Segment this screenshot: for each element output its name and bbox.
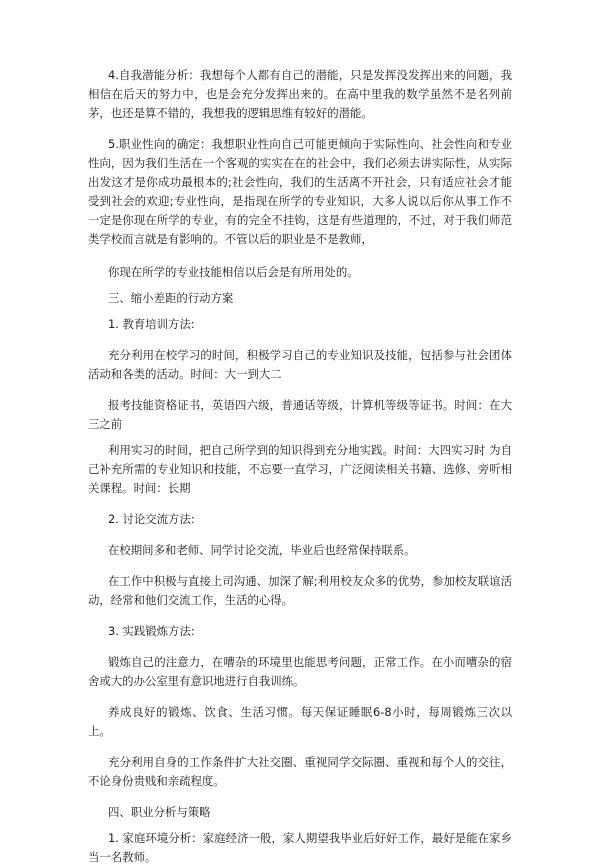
- paragraph-certificates: 报考技能资格证书，英语四六级，普通话等级，计算机等级等证书。时间：在大三之前: [88, 398, 512, 431]
- heading-career-analysis: 四、职业分析与策略: [108, 805, 211, 819]
- paragraph-career-orientation: 5.职业性向的确定：我想职业性向自己可能更倾向于实际性向、社会性向和专业性向，因为我们生活在一个客观的实实在在的社会中，我们必须去讲实际性，从实际出发这才是你成功最根本的;社会性向，我们的生活离不开社会，只有适应社会才能受到社会的欢迎;专业性向，是指现在所学的专业知识，大多人说以后你从事工作不一定是你现在所学的专业，有的完全不挂钩，这是有些道理的，不过，对于我们师范类学校而言就是有影响的。不管以后的职业是不是教师，: [88, 137, 512, 246]
- paragraph-work-communication: 在工作中积极与直接上司沟通、加深了解;利用校友众多的优势，参加校友联谊活动，经常和他们交流工作，生活的心得。: [88, 574, 512, 607]
- heading-action-plan: 三、缩小差距的行动方案: [108, 291, 234, 305]
- paragraph-campus-study: 充分利用在校学习的时间，积极学习自己的专业知识及技能，包括参与社会团体活动和各类的活动。时间：大一到大二: [88, 348, 512, 381]
- paragraph-skills-useful: 你现在所学的专业技能相信以后会是有所用处的。: [108, 265, 359, 279]
- paragraph-habits: 养成良好的锻炼、饮食、生活习惯。每天保证睡眠6-8小时，每周锻炼三次以上。: [88, 705, 512, 738]
- paragraph-campus-discussion: 在校期间多和老师、同学讨论交流，毕业后也经常保持联系。: [108, 543, 416, 557]
- paragraph-internship: 利用实习的时间，把自己所学到的知识得到充分地实践。时间：大四实习时 为自己补充所需的专业知识和技能，不忘要一直学习，广泛阅读相关书籍、选修、旁听相关课程。时间：长期: [88, 443, 512, 495]
- heading-practice: 3. 实践锻炼方法:: [108, 624, 195, 638]
- paragraph-attention-training: 锻炼自己的注意力，在嘈杂的环境里也能思考问题，正常工作。在小而嘈杂的宿舍或大的办公室里有意识地进行自我训练。: [88, 655, 512, 688]
- paragraph-self-potential: 4.自我潜能分析：我想每个人都有自己的潜能，只是发挥没发挥出来的问题，我相信在后天的努力中，也是会充分发挥出来的。在高中里我的数学虽然不是名列前茅，也还是算不错的，我想我的逻辑思维有较好的潜能。: [88, 68, 512, 120]
- paragraph-family-analysis: 1. 家庭环境分析：家庭经济一般，家人期望我毕业后好好工作，最好是能在家乡当一名教师。: [88, 831, 512, 864]
- heading-discussion: 2. 讨论交流方法:: [108, 512, 195, 526]
- paragraph-social-circle: 充分利用自身的工作条件扩大社交圈、重视同学交际圈、重视和每个人的交往，不论身份贵贱和亲疏程度。: [88, 755, 512, 788]
- heading-education-training: 1. 教育培训方法:: [108, 317, 195, 331]
